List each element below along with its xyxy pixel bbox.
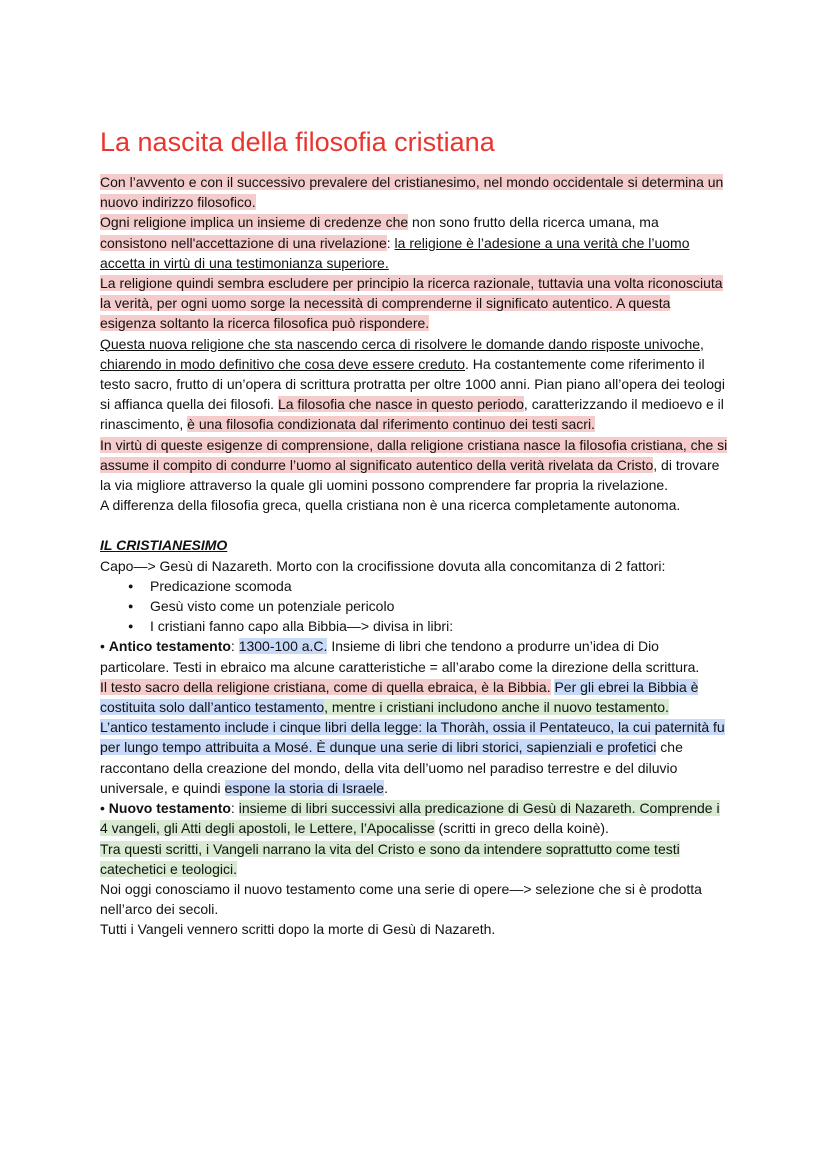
underlined-text: la religione è l’adesione a una verità che l’uomo accetta in virtù di una testimonianza superiore. — [100, 234, 690, 271]
bold-label: Nuovo testamento — [108, 800, 231, 817]
highlight-pink: Il testo sacro della religione cristiana, come di quella ebraica, è la Bibbia. — [100, 678, 551, 695]
text-span: : — [386, 234, 395, 251]
text-span: Insieme di libri che tendono a produrre un’idea di Dio particolare. Testi in ebraico ma alcune caratteristiche = all’arabo come la direzione della scrittura. — [100, 638, 700, 675]
paragraph-religione — [100, 212, 728, 273]
paragraph-bibbia — [100, 677, 728, 717]
bold-label: Antico testamento — [108, 638, 231, 655]
bullet-marker: • — [100, 800, 109, 817]
paragraph-selezione: Noi oggi conosciamo il nuovo testamento come una serie di opere—> selezione che si è prodotta nell’arco dei secoli. — [100, 880, 702, 918]
paragraph-antico-testamento — [100, 636, 728, 676]
paragraph-nuova-religione — [100, 334, 728, 435]
text-span: che raccontano della creazione del mondo, della vita dell’uomo nel paradiso terrestre e del diluvio universale, e quindi — [100, 739, 683, 796]
paragraph-nuovo-testamento — [100, 798, 728, 838]
text-span: non sono frutto della ricerca umana, ma — [408, 214, 659, 231]
list-item: ● I cristiani fanno capo alla Bibbia—> divisa in libri: — [150, 616, 728, 636]
text-span: , caratterizzando il medioevo e il rinascimento, — [100, 396, 724, 433]
list-item: ● Gesù visto come un potenziale pericolo — [150, 596, 728, 616]
text-span: : — [230, 638, 239, 655]
page-title: La nascita della filosofia cristiana — [100, 127, 495, 157]
text-span: , di trovare la via migliore attraverso la quale gli uomini possono comprendere far propria la rivelazione. — [100, 456, 720, 494]
paragraph-differenza: A differenza della filosofia greca, quella cristiana non è una ricerca completamente autonoma. — [100, 497, 681, 514]
highlight-blue: Per gli ebrei la Bibbia è costituita solo dall’antico testamento — [100, 678, 699, 716]
highlight-green: insieme di libri successivi alla predicazione di Gesù di Nazareth. Comprende i 4 vangeli, gli Atti degli apostoli, le Lettere, l’Apocalisse — [100, 800, 720, 837]
underlined-text: Questa nuova religione che sta nascendo cerca di risolvere le domande dando risposte univoche, chiarendo in modo definitivo che cosa deve essere creduto — [100, 335, 704, 372]
paragraph-ricerca — [100, 273, 728, 334]
highlight-green: Tra questi scritti, i Vangeli narrano la vita del Cristo e sono da intendere soprattutto come testi catechetici e teologici. — [100, 840, 680, 877]
paragraph-capo: Capo—> Gesù di Nazareth. Morto con la crocifissione dovuta alla concomitanza di 2 fattori: — [100, 557, 666, 574]
list-item: ● Predicazione scomoda — [150, 576, 728, 596]
highlight-blue: L’antico testamento include i cinque libri della legge: la Thoràh, ossia il Pentateuco, la cui paternità fu per lungo tempo attribuita a Mosé. È dunque una serie di libri storici, sapienziali e profetici — [100, 719, 725, 756]
highlight-pink: In virtù di queste esigenze di comprensione, dalla religione cristiana nasce la filosofia cristiana, che si assume il compito di condurre l’uomo al significato autentico della verità rivelata da Cristo — [100, 436, 728, 473]
highlight-pink: La religione quindi sembra escludere per principio la ricerca razionale, tuttavia una volta riconosciuta la verità, per ogni uomo sorge la necessità di comprenderne il significato autentico. A questa esigenza soltanto la ricerca filosofica può rispondere. — [100, 275, 723, 332]
text-span: . Ha costantemente come riferimento il testo sacro, frutto di un’opera di scrittura protratta per oltre 1000 anni. Pian piano all’opera dei teologi si affianca quella dei filosofi. — [100, 355, 725, 413]
text-span: (scritti in greco della koinè). — [434, 820, 609, 837]
bullet-marker: • — [100, 638, 109, 655]
paragraph-vangeli — [100, 839, 728, 879]
highlight-blue: 1300-100 a.C. — [238, 638, 328, 655]
highlight-pink: è una filosofia condizionata dal riferimento continuo dei testi sacri. — [187, 416, 595, 433]
text-span: . — [384, 779, 388, 796]
bullet-list — [100, 576, 728, 637]
highlight-green: , mentre i cristiani includono anche il nuovo testamento. — [324, 699, 669, 716]
paragraph-intro — [100, 172, 728, 212]
section-heading: IL CRISTIANESIMO — [100, 537, 228, 554]
paragraph-conclusione: Tutti i Vangeli vennero scritti dopo la morte di Gesù di Nazareth. — [100, 921, 496, 938]
highlight-blue: espone la storia di Israele — [224, 779, 385, 796]
highlight-pink: Con l’avvento e con il successivo prevalere del cristianesimo, nel mondo occidentale si determina un nuovo indirizzo filosofico. — [100, 174, 724, 211]
highlight-pink: consistono nell'accettazione di una rivelazione — [100, 234, 387, 251]
text-span: : — [230, 800, 239, 817]
highlight-pink: La filosofia che nasce in questo periodo — [277, 396, 524, 413]
paragraph-filosofia-cristiana — [100, 435, 728, 496]
paragraph-antico-include — [100, 717, 728, 798]
document-page — [100, 124, 728, 940]
highlight-pink: Ogni religione implica un insieme di credenze che — [100, 214, 409, 231]
